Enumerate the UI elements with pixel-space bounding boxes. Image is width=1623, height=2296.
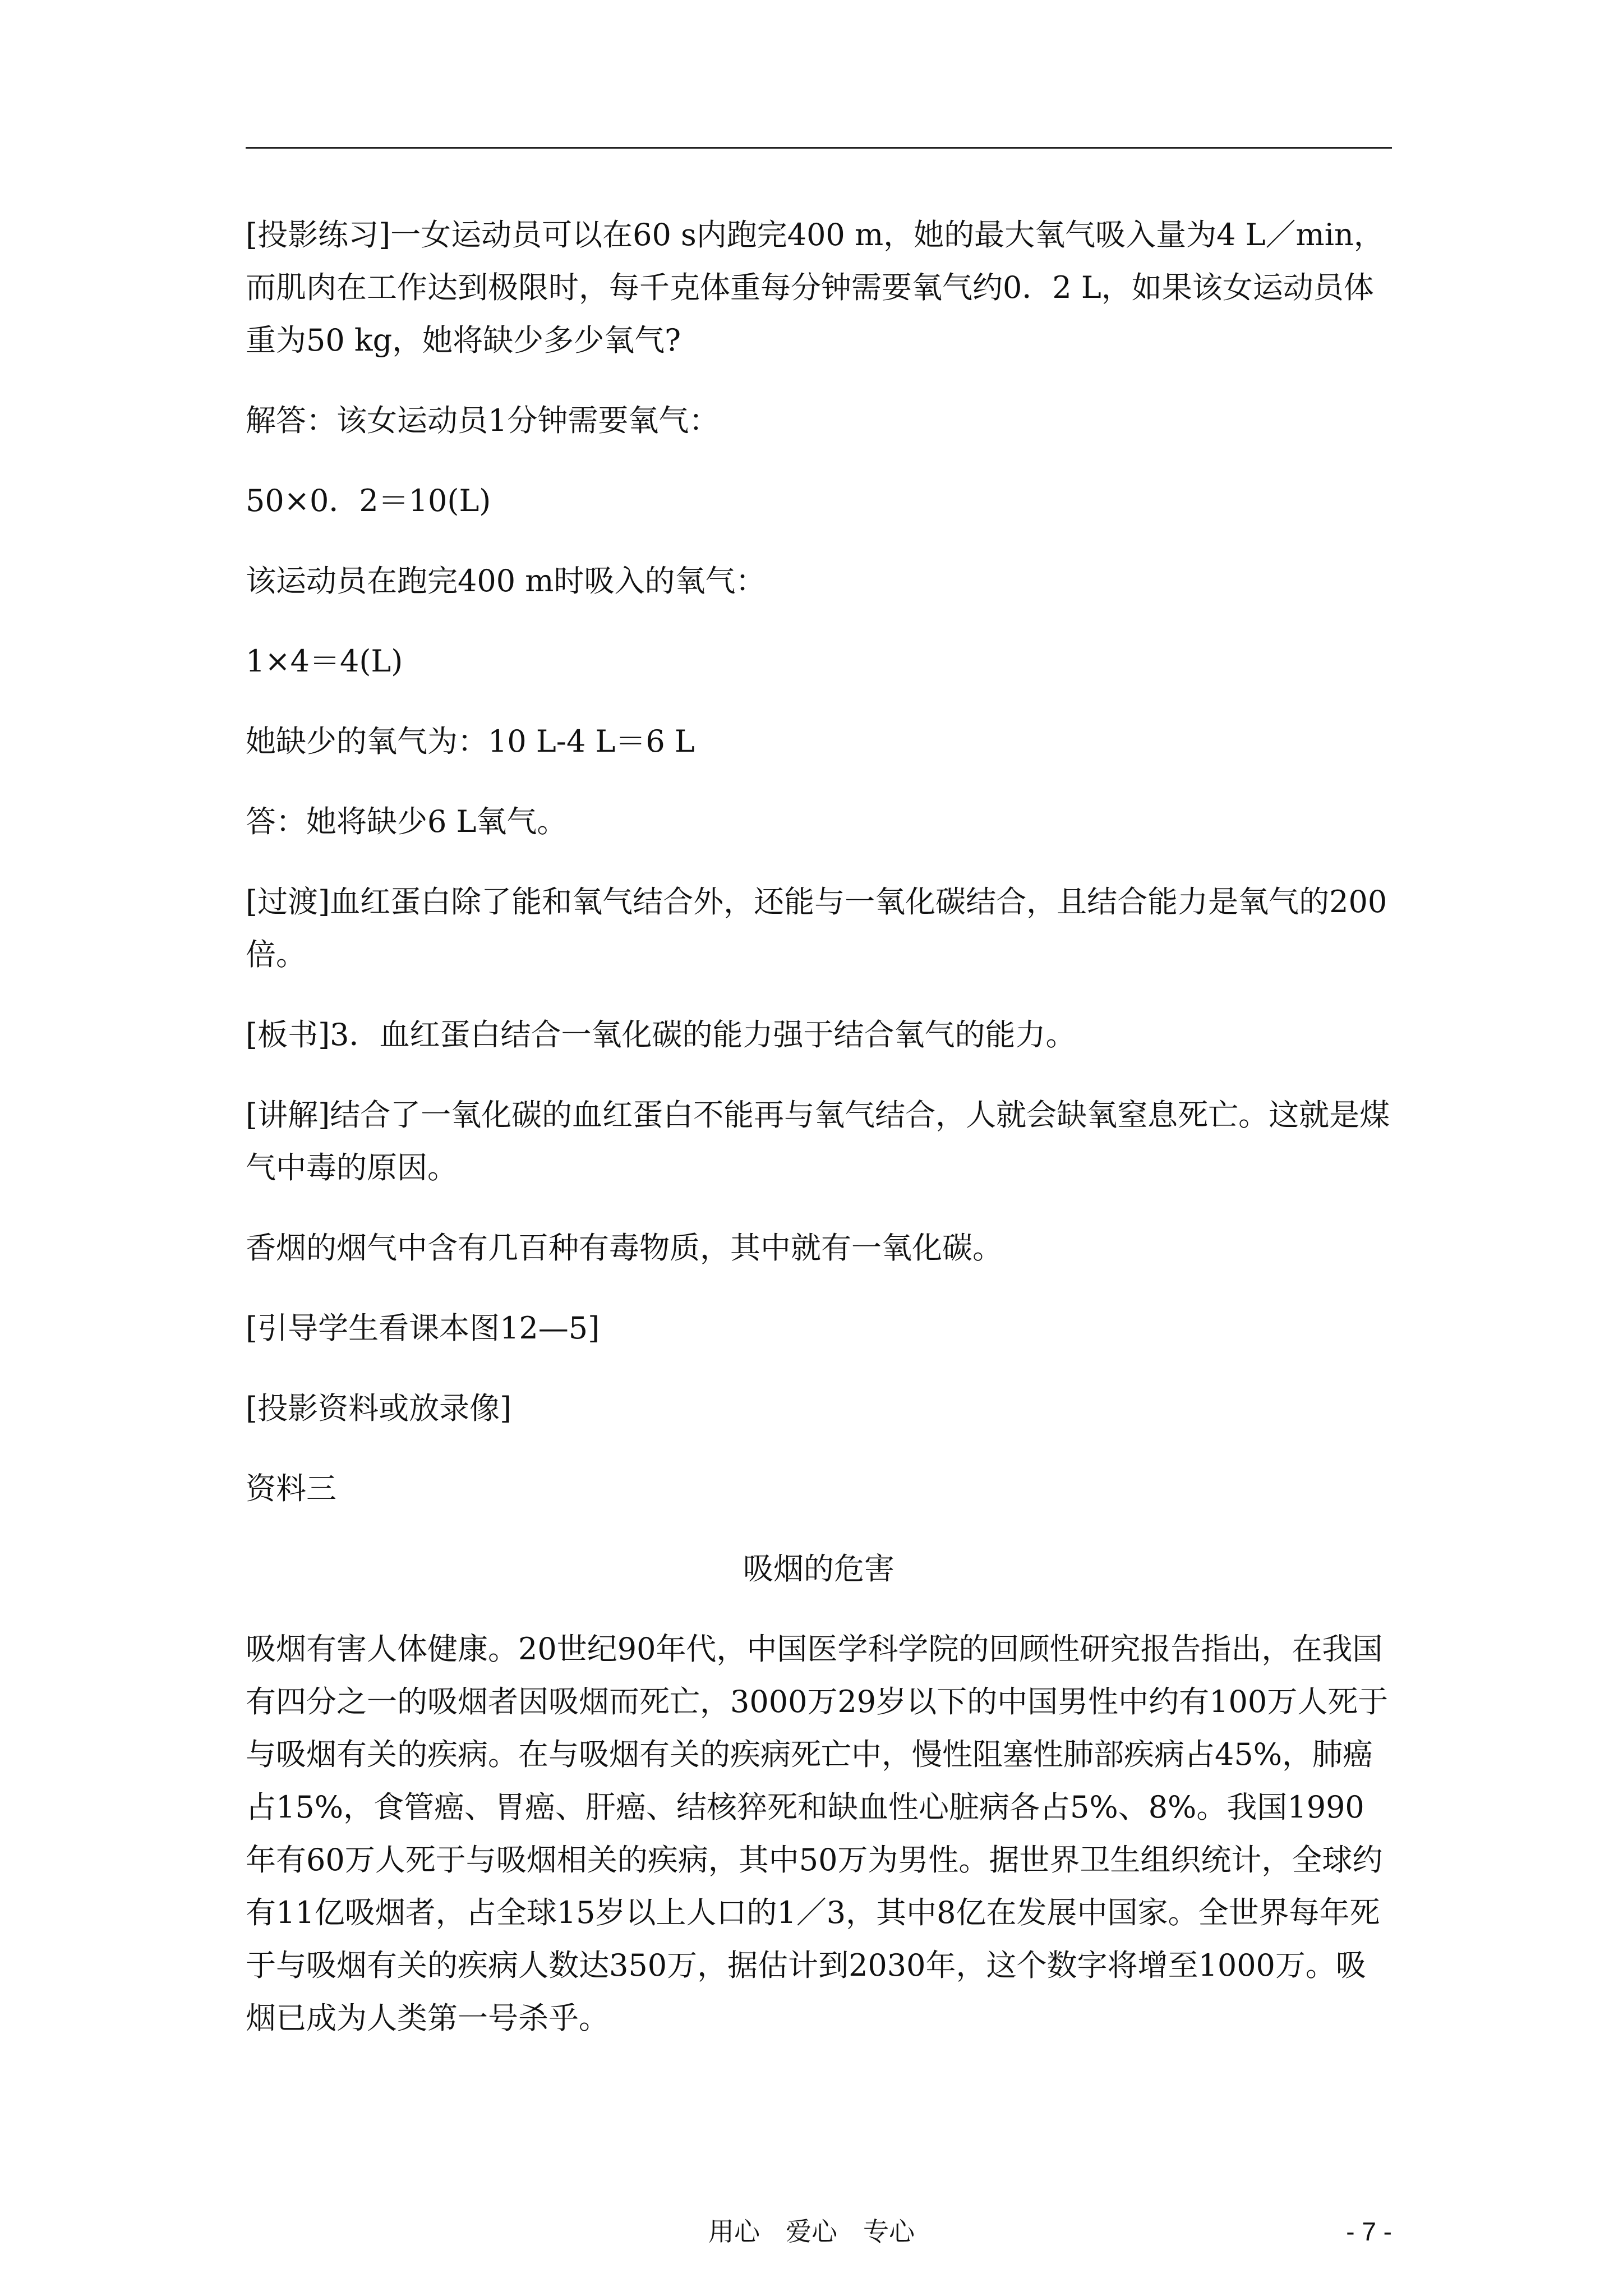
material-label: 资料三 xyxy=(246,1471,336,1506)
transition-note: [过渡]血红蛋白除了能和氧气结合外，还能与一氧化碳结合，且结合能力是氧气的200倍。 xyxy=(246,884,1387,972)
answer-intro: 解答：该女运动员1分钟需要氧气： xyxy=(246,403,720,438)
cigarette-note: 香烟的烟气中含有几百种有毒物质，其中就有一氧化碳。 xyxy=(246,1230,1003,1266)
calc-oxygen-intake: 1×4＝4(L) xyxy=(246,643,403,679)
exercise-question: [投影练习]一女运动员可以在60 s内跑完400 m，她的最大氧气吸入量为4 L／min，而肌肉在工作达到极限时，每千克体重每分钟需要氧气约0．2 L，如果该女运动员体重为50 kg，她将缺少多少氧气? xyxy=(246,217,1384,358)
guide-note: [引导学生看课本图12—5] xyxy=(246,1310,600,1346)
header-rule xyxy=(246,147,1392,149)
projection-note: [投影资料或放录像] xyxy=(246,1391,512,1426)
page-content xyxy=(246,209,1392,2072)
calc-oxygen-deficit: 她缺少的氧气为：10 L-4 L＝6 L xyxy=(246,724,695,759)
footer-motto: 用心 爱心 专心 xyxy=(708,2216,915,2247)
intake-intro: 该运动员在跑完400 m时吸入的氧气： xyxy=(246,563,766,599)
explanation-note: [讲解]结合了一氧化碳的血红蛋白不能再与氧气结合，人就会缺氧窒息死亡。这就是煤气中毒的原因。 xyxy=(246,1097,1390,1185)
board-note: [板书]3．血红蛋白结合一氧化碳的能力强于结合氧气的能力。 xyxy=(246,1017,1076,1052)
section-title: 吸烟的危害 xyxy=(743,1551,895,1586)
answer-conclusion: 答：她将缺少6 L氧气。 xyxy=(246,804,568,839)
page-number: - 7 - xyxy=(1346,2217,1392,2246)
calc-oxygen-needed: 50×0．2＝10(L) xyxy=(246,483,491,518)
smoking-hazards-paragraph: 吸烟有害人体健康。20世纪90年代，中国医学科学院的回顾性研究报告指出，在我国有四分之一的吸烟者因吸烟而死亡，3000万29岁以下的中国男性中约有100万人死于与吸烟有关的疾病。在与吸烟有关的疾病死亡中，慢性阻塞性肺部疾病占45%，肺癌占15%，食管癌、胃癌、肝癌、结核猝死和缺血性心脏病各占5%、8%。我国1990年有60万人死于与吸烟相关的疾病，其中50万为男性。据世界卫生组织统计，全球约有11亿吸烟者，占全球15岁以上人口的1／3，其中8亿在发展中国家。全世界每年死于与吸烟有关的疾病人数达350万，据估计到2030年，这个数字将增至1000万。吸烟已成为人类第一号杀乎。 xyxy=(246,1631,1389,2036)
